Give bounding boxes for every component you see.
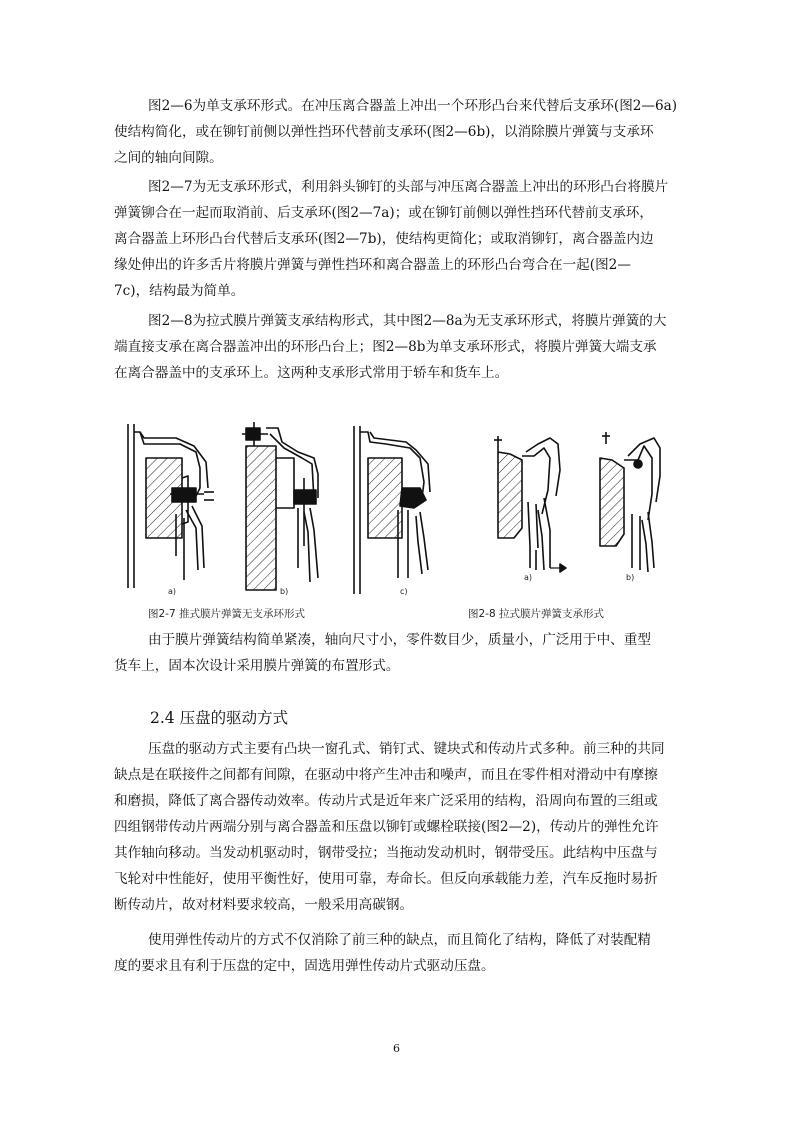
text-line: 端直接支承在离合器盖冲出的环形凸台上；图2—8b为单支承环形式，将膜片弹簧大端支承 [114,339,657,355]
text-line: 由于膜片弹簧结构简单紧凑，轴向尺寸小，零件数目少，质量小，广泛用于中、重型 [148,632,651,648]
paragraph-fig2-8 [114,308,686,386]
sub-label-2-8a: a) [524,573,533,582]
paragraph-conclusion [114,627,686,679]
sub-label-2-7b: b) [280,587,289,596]
paragraph-selection [114,927,686,979]
text-line: 货车上，固本次设计采用膜片弹簧的布置形式。 [114,658,400,674]
diagram-2-7b [242,422,318,590]
text-line: 和磨损，降低了离合器传动效率。传动片式是近年来广泛采用的结构，沿周向布置的三组或 [114,793,658,809]
text-line: 7c)，结构最为简单。 [114,283,245,299]
text-line: 其作轴向移动。当发动机驱动时，钢带受拉；当拖动发动机时，钢带受压。此结构中压盘与 [114,845,658,861]
sub-label-2-7a: a) [168,587,177,596]
text-line: 缘处伸出的许多舌片将膜片弹簧与弹性挡环和离合器盖上的环形凸台弯合在一起(图2— [114,257,631,273]
paragraph-fig2-7 [114,174,686,304]
figure-caption-2-8: 图2-8 拉式膜片弹簧支承形式 [468,608,604,620]
text-line: 图2—8为拉式膜片弹簧支承结构形式，其中图2—8a为无支承环形式，将膜片弹簧的大 [148,313,667,329]
text-line: 使结构简化，或在铆钉前侧以弹性挡环代替前支承环(图2—6b)，以消除膜片弹簧与支承环 [114,124,654,140]
text-line: 使用弹性传动片的方式不仅消除了前三种的缺点，而且简化了结构，降低了对装配精 [148,932,651,948]
text-line: 图2—6为单支承环形式。在冲压离合器盖上冲出一个环形凸台来代替后支承环(图2—6a) [148,98,678,114]
text-line: 度的要求且有利于压盘的定中，固选用弹性传动片式驱动压盘。 [114,958,495,974]
text-line: 图2—7为无支承环形式，利用斜头铆钉的头部与冲压离合器盖上冲出的环形凸台将膜片 [148,179,669,195]
clutch-diagrams-figure [118,418,678,598]
clutch-diagrams-svg [118,418,678,598]
page-number: 6 [393,1042,400,1055]
text-line: 四组钢带传动片两端分别与离合器盖和压盘以铆钉或螺栓联接(图2—2)，传动片的弹性允许 [114,819,659,835]
text-line: 之间的轴向间隙。 [114,150,223,166]
section-heading: 2.4 压盘的驱动方式 [150,709,289,727]
text-line: 压盘的驱动方式主要有凸块一窗孔式、销钉式、键块式和传动片式多种。前三种的共同 [148,741,665,757]
text-line: 缺点是在联接件之间都有间隙，在驱动中将产生冲击和噪声，而且在零件相对滑动中有摩擦 [114,767,658,783]
diagram-2-7c [354,426,430,594]
text-line: 离合器盖上环形凸台代替后支承环(图2—7b)，使结构更简化；或取消铆钉，离合器盖内边 [114,231,654,247]
sub-label-2-7c: c) [400,587,408,596]
sub-label-2-8b: b) [626,573,635,582]
text-line: 弹簧铆合在一起而取消前、后支承环(图2—7a)；或在铆钉前侧以弹性挡环代替前支承环， [114,205,653,221]
paragraph-drive-methods [114,736,686,918]
diagram-2-8b [600,432,660,572]
diagram-2-7a [128,424,214,588]
figure-caption-2-7: 图2-7 推式膜片弹簧无支承环形式 [148,608,305,620]
text-line: 断传动片，故对材料要求较高，一般采用高碳钢。 [114,897,414,913]
diagram-2-8a [494,436,566,572]
text-line: 在离合器盖中的支承环上。这两种支承形式常用于轿车和货车上。 [114,365,509,381]
text-line: 飞轮对中性能好，使用平衡性好，使用可靠，寿命长。但反向承载能力差，汽车反拖时易折 [114,871,658,887]
paragraph-fig2-6 [114,93,686,171]
